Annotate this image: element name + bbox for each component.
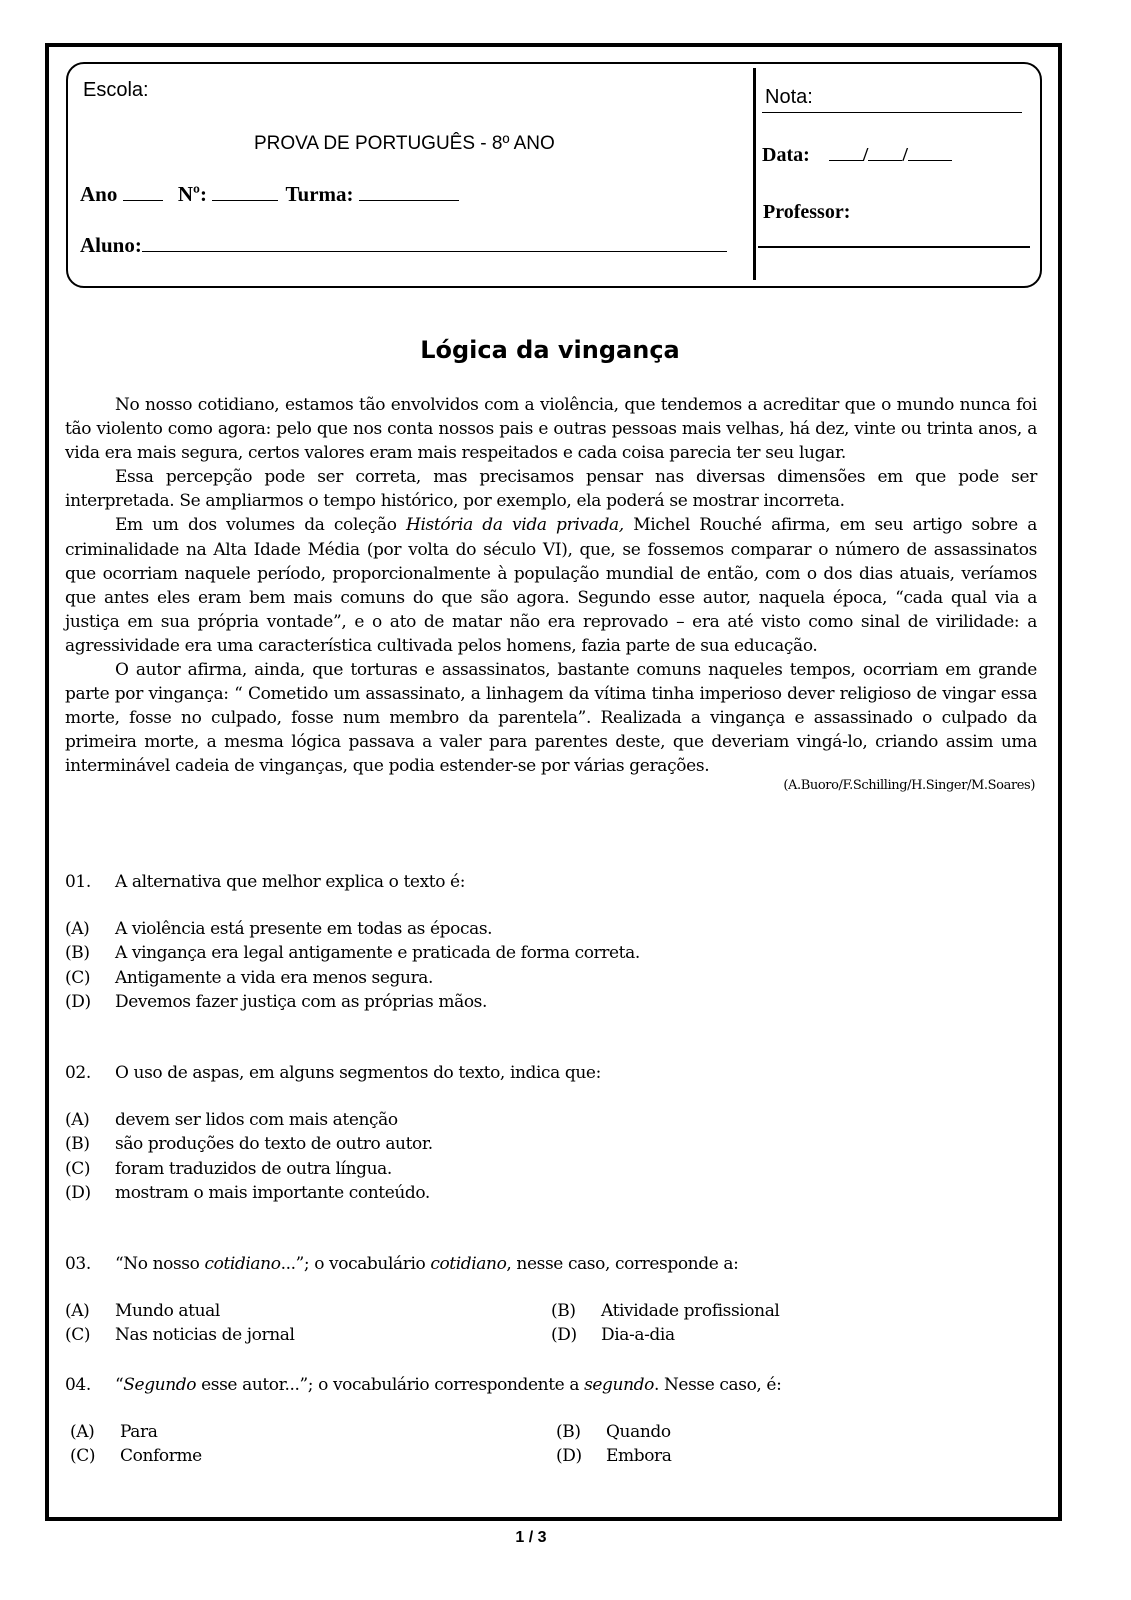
option-c-label[interactable]: (C) (65, 1325, 91, 1346)
data-day-blank[interactable] (829, 160, 863, 161)
option-text: Antigamente a vida era menos segura. (115, 967, 434, 988)
option-a-text[interactable]: Para (120, 1422, 158, 1443)
option-c[interactable] (65, 1157, 1045, 1181)
data-sep-1: / (862, 144, 869, 166)
page-number: 1 / 3 (515, 1529, 547, 1546)
paragraph-3 (65, 513, 1037, 658)
data-sep-2: / (902, 144, 908, 166)
option-text: foram traduzidos de outra língua. (115, 1158, 392, 1179)
question-2 (65, 1061, 1045, 1205)
option-c-text[interactable]: Nas noticias de jornal (115, 1325, 295, 1346)
option-d[interactable] (65, 1181, 1045, 1205)
option-label: (C) (65, 1158, 91, 1179)
nota-blank[interactable] (762, 112, 1022, 113)
question-prompt: O uso de aspas, em alguns segmentos do texto, indica que: (115, 1063, 601, 1083)
numero-label: Nº: (177, 182, 207, 206)
question-prompt: “No nosso cotidiano...”; o vocabulário cotidiano, nesse caso, corresponde a: (115, 1254, 739, 1274)
option-d-text[interactable]: Dia-a-dia (601, 1325, 675, 1346)
option-d-label[interactable]: (D) (556, 1446, 582, 1467)
option-a-label[interactable]: (A) (65, 1301, 90, 1322)
aluno-label: Aluno: (80, 233, 142, 257)
option-b-label[interactable]: (B) (556, 1422, 581, 1443)
reading-text (65, 393, 1037, 779)
professor-label: Professor: (763, 201, 851, 223)
question-number: 04. (65, 1375, 91, 1395)
paragraph-4: O autor afirma, ainda, que torturas e assassinatos, bastante comuns naqueles tempos, ocorriam em grande parte por vingança: “ Cometido um assassinato, a linhagem da vítima tinha imperioso dever religioso de vingar essa morte, fosse no culpado, fosse num membro da parentela”. Realizada a vingança e assassinado o culpado da primeira morte, a mesma lógica passava a valer para parentes deste, que deveriam vingá-lo, criando assim uma interminável cadeia de vinganças, que podia estender-se por várias gerações. (65, 660, 1037, 777)
professor-blank[interactable] (758, 246, 1030, 248)
question-3 (65, 1252, 1045, 1348)
data-year-blank[interactable] (908, 160, 952, 161)
paragraph-1: No nosso cotidiano, estamos tão envolvidos com a violência, que tendemos a acreditar que o mundo nunca foi tão violento como agora: pelo que nos conta nossos pais e outras pessoas mais velhas, há dez, vinte ou trinta anos, a vida era mais segura, certos valores eram mais respeitados e cada coisa parecia ter seu lugar. (65, 395, 1037, 464)
book-title: História da vida privada, (405, 515, 624, 536)
option-text: Devemos fazer justiça com as próprias mãos. (115, 991, 487, 1012)
question-number: 01. (65, 872, 91, 892)
option-b[interactable] (65, 1132, 1045, 1156)
question-prompt: A alternativa que melhor explica o texto é: (115, 872, 466, 892)
ano-blank[interactable] (123, 200, 163, 201)
exam-title: PROVA DE PORTUGUÊS - 8º ANO (254, 133, 555, 154)
escola-label: Escola: (83, 79, 149, 101)
option-b-text[interactable]: Quando (606, 1422, 671, 1443)
option-label: (C) (65, 967, 91, 988)
option-text: mostram o mais importante conteúdo. (115, 1182, 430, 1203)
option-c-text[interactable]: Conforme (120, 1446, 202, 1467)
option-c[interactable] (65, 966, 1045, 990)
question-number: 03. (65, 1254, 91, 1274)
turma-blank[interactable] (359, 200, 459, 201)
numero-blank[interactable] (212, 200, 278, 201)
option-text: A vingança era legal antigamente e praticada de forma correta. (115, 943, 640, 964)
aluno-field[interactable] (80, 233, 727, 258)
header-divider (753, 68, 756, 280)
text-title: Lógica da vingança (420, 336, 680, 364)
nota-label: Nota: (765, 86, 813, 108)
ano-label: Ano (80, 182, 118, 206)
option-d-text[interactable]: Embora (606, 1446, 672, 1467)
option-label: (B) (65, 1134, 90, 1155)
option-a[interactable] (65, 917, 1045, 941)
question-number: 02. (65, 1063, 91, 1083)
ano-field[interactable] (80, 182, 459, 207)
option-text: devem ser lidos com mais atenção (115, 1110, 398, 1131)
paragraph-3-start: Em um dos volumes da coleção (115, 515, 406, 536)
option-b-label[interactable]: (B) (551, 1301, 576, 1322)
option-text: A violência está presente em todas as épocas. (115, 919, 493, 940)
question-prompt: “Segundo esse autor...”; o vocabulário correspondente a segundo. Nesse caso, é: (115, 1375, 782, 1395)
option-label: (B) (65, 943, 90, 964)
option-label: (A) (65, 919, 90, 940)
option-d[interactable] (65, 990, 1045, 1014)
option-text: são produções do texto de outro autor. (115, 1134, 433, 1155)
nota-field[interactable] (765, 86, 813, 109)
option-d-label[interactable]: (D) (551, 1325, 577, 1346)
question-4 (65, 1373, 1045, 1469)
option-a[interactable] (65, 1108, 1045, 1132)
text-source: (A.Buoro/F.Schilling/H.Singer/M.Soares) (783, 778, 1035, 793)
option-b-text[interactable]: Atividade profissional (601, 1301, 780, 1322)
option-a-text[interactable]: Mundo atual (115, 1301, 220, 1322)
aluno-blank[interactable] (142, 251, 727, 252)
option-c-label[interactable]: (C) (70, 1446, 96, 1467)
paragraph-3-rest: Michel Rouché afirma, em seu artigo sobre a criminalidade na Alta Idade Média (por volta do século VI), que, se fossemos comparar o número de assassinatos que ocorriam naquele período, proporcionalmente à população mundial de então, com o dos dias atuais, veríamos que antes eles eram bem mais comuns do que são agora. Segundo esse autor, naquela época, “cada qual via a justiça em sua própria vontade”, e o ato de matar não era reprovado – era até visto como sinal de virilidade: a agressividade era uma característica cultivada pelos homens, fazia parte de sua educação. (65, 515, 1037, 656)
data-field[interactable] (762, 144, 952, 167)
option-b[interactable] (65, 941, 1045, 965)
paragraph-2: Essa percepção pode ser correta, mas precisamos pensar nas diversas dimensões em que pode ser interpretada. Se ampliarmos o tempo histórico, por exemplo, ela poderá se mostrar incorreta. (65, 467, 1037, 512)
question-1 (65, 870, 1045, 1014)
data-month-blank[interactable] (868, 160, 902, 161)
option-label: (D) (65, 1182, 91, 1203)
option-label: (A) (65, 1110, 90, 1131)
turma-label: Turma: (285, 182, 354, 206)
option-label: (D) (65, 991, 91, 1012)
option-a-label[interactable]: (A) (70, 1422, 95, 1443)
data-label: Data: (762, 144, 810, 166)
